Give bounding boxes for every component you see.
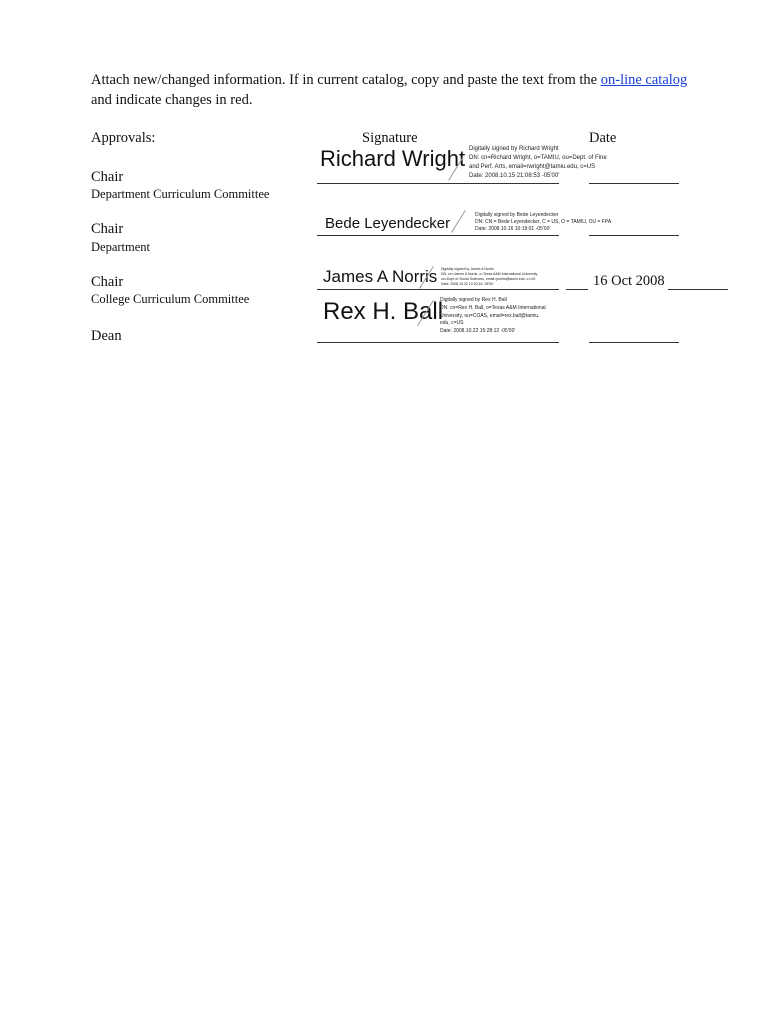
row3-subtitle: College Curriculum Committee bbox=[91, 292, 250, 306]
row3-role: Chair bbox=[91, 274, 124, 290]
row2-signature-divider bbox=[451, 210, 466, 233]
row2-date-line bbox=[589, 235, 679, 236]
row1-date-line bbox=[589, 183, 679, 184]
date-header: Date bbox=[589, 130, 617, 146]
row2-signature-name: Bede Leyendecker bbox=[325, 215, 451, 232]
row1-digital-signature[interactable]: Digitally signed by Richard Wright DN: cn=Richard Wright, o=TAMIU, ou=Dept. of Fine and Perf. Arts, email=rwright@tamiu.edu, c=US Date: 2008.10.15 21:08:53 -05'00' bbox=[469, 146, 607, 179]
row4-digital-signature[interactable]: Digitally signed by Rex H. Ball DN: cn=Rex H. Ball, o=Texas A&M International University, ou=COAS, email=rex.ball@tamiu. edu, c=US Date: 2008.10.22 15:28:12 -05'00' bbox=[440, 297, 546, 335]
row2-digital-signature[interactable]: Digitally signed by Bede Leyendecker DN: CN = Bede Leyendecker, C = US, O = TAMIU, OU = FPA Date: 2008.10.16 10:19:01 -05'00' bbox=[475, 212, 612, 232]
row1-signature-name: Richard Wright bbox=[320, 146, 466, 171]
row1-subtitle: Department Curriculum Committee bbox=[91, 187, 270, 201]
row3-date-line-left bbox=[566, 289, 588, 290]
intro-paragraph bbox=[91, 70, 691, 110]
row4-role: Dean bbox=[91, 328, 122, 344]
signature-header: Signature bbox=[362, 130, 418, 146]
row1-signature-line bbox=[317, 183, 559, 184]
row2-subtitle: Department bbox=[91, 240, 151, 254]
row2-signature-line bbox=[317, 235, 559, 236]
row4-signature-name: Rex H. Ball bbox=[323, 298, 444, 325]
row4-signature-line bbox=[317, 342, 559, 343]
intro-text-after: and indicate changes in red. bbox=[91, 92, 253, 108]
row2-role: Chair bbox=[91, 221, 124, 237]
online-catalog-link[interactable]: on-line catalog bbox=[600, 72, 688, 88]
approvals-header: Approvals: bbox=[91, 130, 156, 146]
row3-date: 16 Oct 2008 bbox=[593, 273, 665, 289]
row1-role: Chair bbox=[91, 169, 124, 185]
row3-signature-name: James A Norris bbox=[323, 267, 438, 286]
row4-date-line bbox=[589, 342, 679, 343]
row3-signature-line bbox=[317, 289, 559, 290]
row3-date-line-right bbox=[668, 289, 728, 290]
row3-digital-signature[interactable]: Digitally signed by James A Norris DN: cn=James A Norris, o=Texas A&M International University, ou=Dept of Social Sciences, email=jnorris@tamiu.edu, c=US Date: 2008.10.22 10:20:16 -05'00' bbox=[441, 267, 539, 286]
intro-text-before: Attach new/changed information. If in current catalog, copy and paste the text from the bbox=[91, 72, 601, 88]
